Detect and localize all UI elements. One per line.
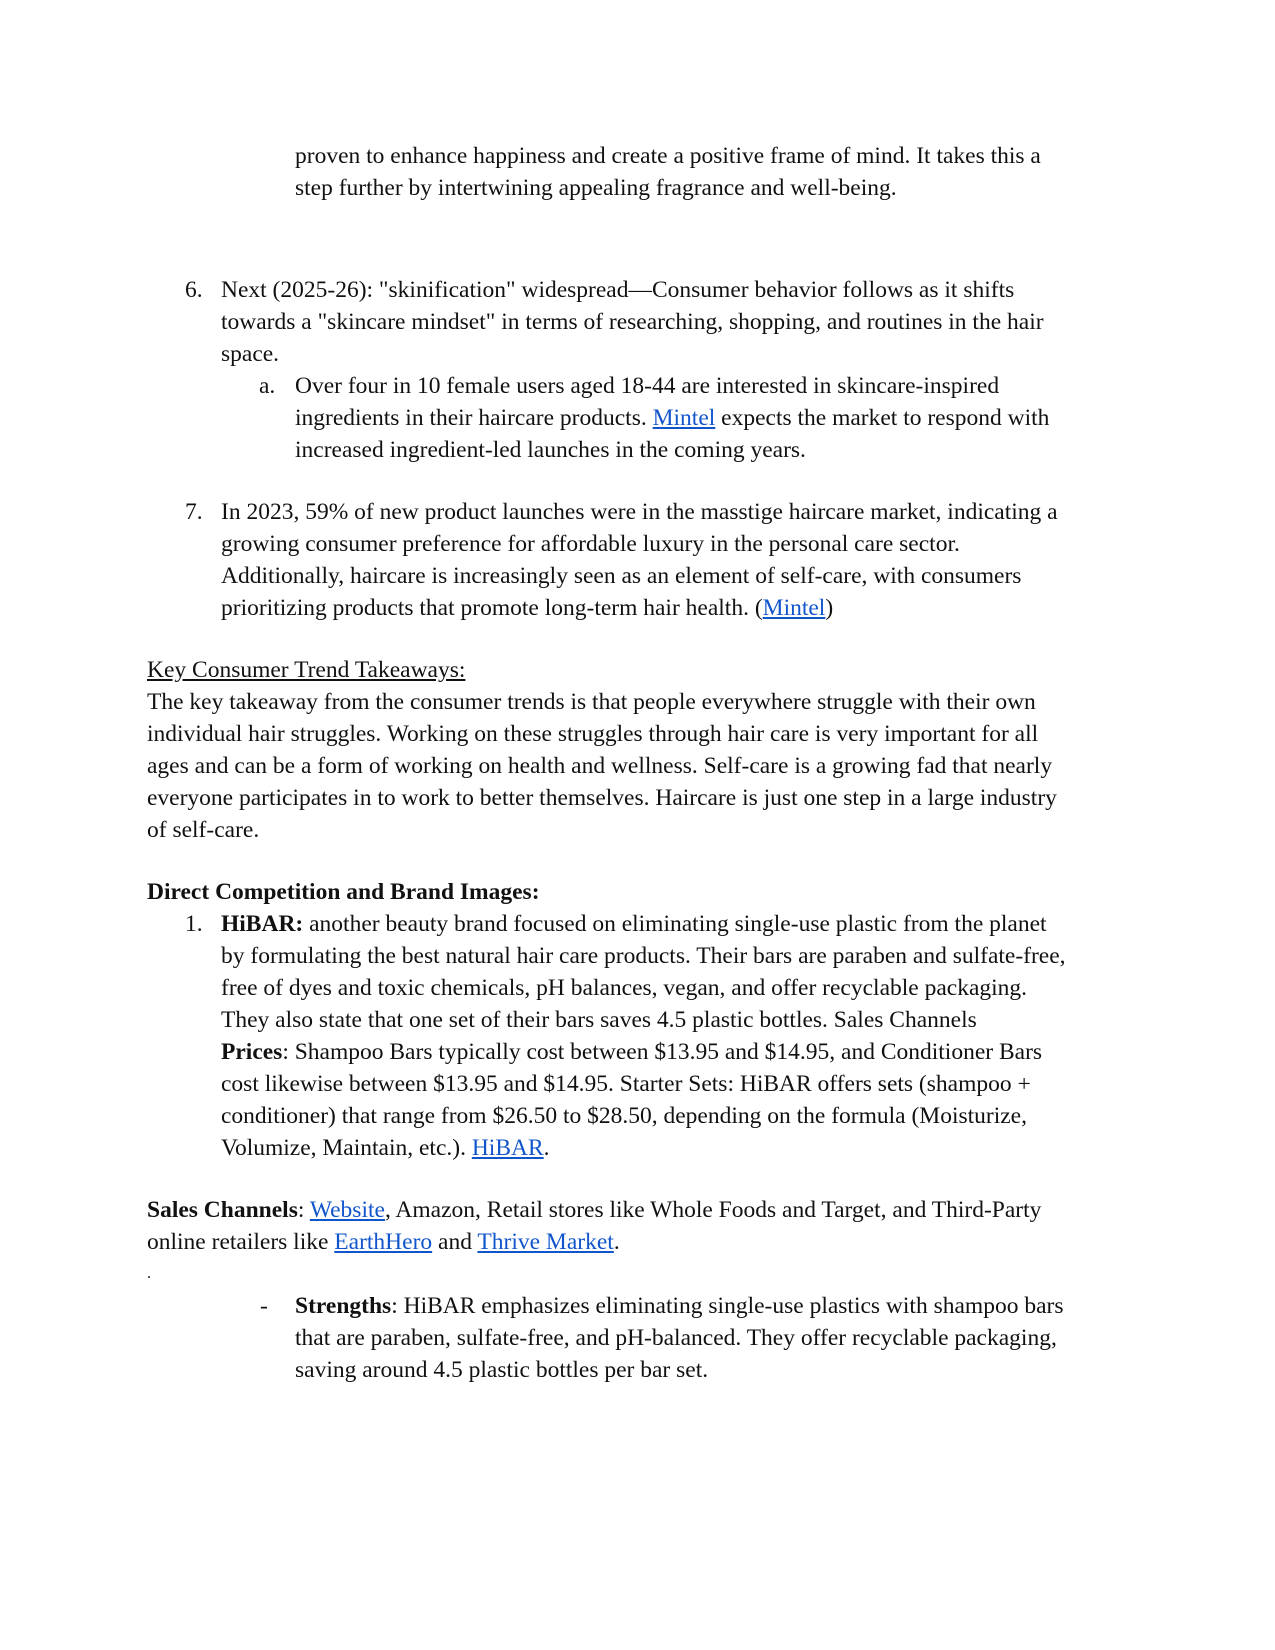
takeaways-heading: Key Consumer Trend Takeaways: bbox=[147, 657, 466, 683]
takeaways-line: everyone participates in to work to better themselves. Haircare is just one step in a large industry bbox=[147, 785, 1057, 811]
earthhero-link[interactable]: EarthHero bbox=[334, 1229, 433, 1255]
hibar-line: by formulating the best natural hair care products. Their bars are paraben and sulfate-free, bbox=[221, 943, 1066, 969]
item7-line: growing consumer preference for affordable luxury in the personal care sector. bbox=[221, 531, 960, 557]
website-link[interactable]: Website bbox=[309, 1197, 385, 1223]
strengths-label: Strengths bbox=[295, 1293, 392, 1319]
bullet-dash: - bbox=[260, 1293, 268, 1319]
hibar-line: Prices: Shampoo Bars typically cost between $13.95 and $14.95, and Conditioner Bars bbox=[221, 1039, 1043, 1065]
sales-channels-line: online retailers like EarthHero and Thrive Market. bbox=[147, 1229, 620, 1255]
stray-dot: . bbox=[147, 1265, 151, 1282]
takeaways-line: of self-care. bbox=[147, 817, 260, 843]
item7-line: prioritizing products that promote long-term hair health. (Mintel) bbox=[221, 595, 834, 621]
strengths-line: saving around 4.5 plastic bottles per bar set. bbox=[295, 1357, 709, 1383]
hibar-line: cost likewise between $13.95 and $14.95. Starter Sets: HiBAR offers sets (shampoo + bbox=[221, 1071, 1031, 1097]
prices-label: Prices bbox=[221, 1039, 283, 1065]
hibar-line: free of dyes and toxic chemicals, pH balances, vegan, and offer recyclable packaging. bbox=[221, 975, 1028, 1001]
hibar-link[interactable]: HiBAR bbox=[471, 1135, 544, 1161]
intro-line: proven to enhance happiness and create a positive frame of mind. It takes this a bbox=[295, 143, 1041, 169]
item6-line: Next (2025-26): "skinification" widespread—Consumer behavior follows as it shifts bbox=[221, 277, 1015, 303]
strengths-line: Strengths: HiBAR emphasizes eliminating single-use plastics with shampoo bars bbox=[295, 1293, 1064, 1319]
takeaways-line: The key takeaway from the consumer trends is that people everywhere struggle with their own bbox=[147, 689, 1036, 715]
sublist-letter: a. bbox=[259, 373, 276, 399]
mintel-link[interactable]: Mintel bbox=[762, 595, 826, 621]
list-number: 6. bbox=[185, 277, 203, 303]
strengths-line: that are paraben, sulfate-free, and pH-balanced. They offer recyclable packaging, bbox=[295, 1325, 1057, 1351]
item6a-line: ingredients in their haircare products. Mintel expects the market to respond with bbox=[295, 405, 1050, 431]
hibar-brand-label: HiBAR: bbox=[221, 911, 304, 937]
hibar-line: HiBAR: another beauty brand focused on eliminating single-use plastic from the planet bbox=[221, 911, 1047, 937]
item7-line: Additionally, haircare is increasingly seen as an element of self-care, with consumers bbox=[221, 563, 1022, 589]
mintel-link[interactable]: Mintel bbox=[652, 405, 716, 431]
takeaways-line: individual hair struggles. Working on these struggles through hair care is very important for all bbox=[147, 721, 1039, 747]
intro-line: step further by intertwining appealing fragrance and well-being. bbox=[295, 175, 897, 201]
thrive-market-link[interactable]: Thrive Market bbox=[477, 1229, 614, 1255]
competition-heading: Direct Competition and Brand Images: bbox=[147, 879, 540, 905]
item7-line: In 2023, 59% of new product launches were in the masstige haircare market, indicating a bbox=[221, 499, 1058, 525]
item6-line: space. bbox=[221, 341, 280, 367]
list-number: 1. bbox=[185, 911, 203, 937]
list-number: 7. bbox=[185, 499, 203, 525]
sales-channels-line: Sales Channels: Website, Amazon, Retail stores like Whole Foods and Target, and Third-Party bbox=[147, 1197, 1042, 1223]
item6a-line: increased ingredient-led launches in the coming years. bbox=[295, 437, 806, 463]
sales-channels-label: Sales Channels bbox=[147, 1197, 298, 1223]
takeaways-line: ages and can be a form of working on health and wellness. Self-care is a growing fad that nearly bbox=[147, 753, 1053, 779]
hibar-line: Volumize, Maintain, etc.). HiBAR. bbox=[221, 1135, 550, 1161]
item6-line: towards a "skincare mindset" in terms of researching, shopping, and routines in the hair bbox=[221, 309, 1044, 335]
hibar-line: They also state that one set of their bars saves 4.5 plastic bottles. Sales Channels bbox=[221, 1007, 977, 1033]
item6a-line: Over four in 10 female users aged 18-44 are interested in skincare-inspired bbox=[295, 373, 1000, 399]
hibar-line: conditioner) that range from $26.50 to $28.50, depending on the formula (Moisturize, bbox=[221, 1103, 1027, 1129]
